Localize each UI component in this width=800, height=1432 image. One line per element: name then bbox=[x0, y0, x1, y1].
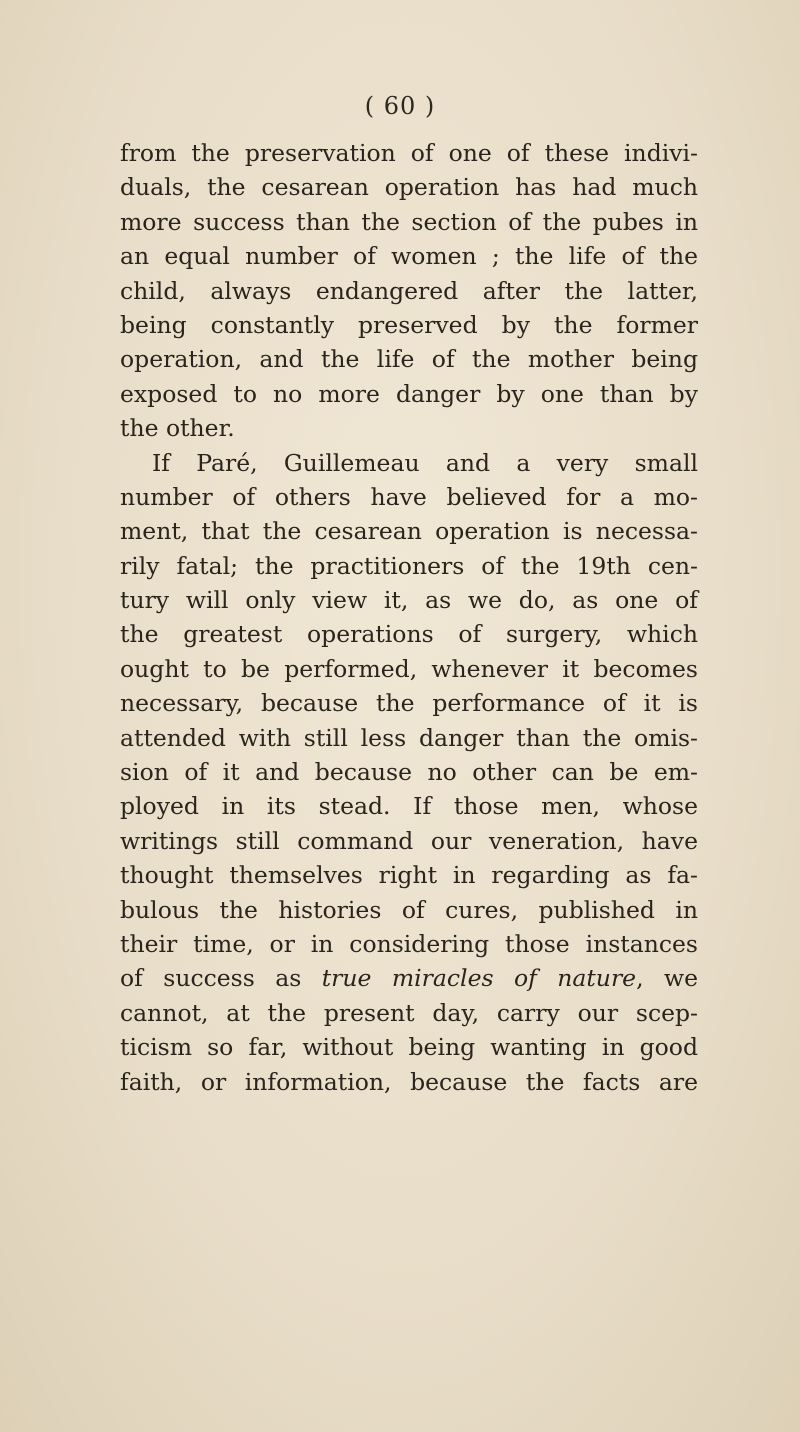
text-line: tury will only view it, as we do, as one of bbox=[120, 586, 698, 615]
text-line: being constantly preserved by the former bbox=[120, 310, 698, 339]
text-line: necessary, because the performance of it is bbox=[120, 689, 698, 718]
text-line: ticism so far, without being wanting in good bbox=[120, 1033, 698, 1062]
text-fragment: of success as bbox=[120, 964, 322, 993]
text-line: thought themselves right in regarding as fa- bbox=[120, 861, 698, 890]
text-line: operation, and the life of the mother being bbox=[120, 345, 698, 374]
text-line: an equal number of women ; the life of the bbox=[120, 242, 698, 271]
text-line: the greatest operations of surgery, which bbox=[120, 620, 698, 649]
text-line: bulous the histories of cures, published in bbox=[120, 895, 698, 924]
text-line: duals, the cesarean operation has had much bbox=[120, 173, 698, 202]
text-line: ought to be performed, whenever it becomes bbox=[120, 654, 698, 683]
text-line: from the preservation of one of these indivi- bbox=[120, 139, 698, 167]
text-line: number of others have believed for a mo- bbox=[120, 482, 698, 511]
text-fragment: , we bbox=[636, 964, 699, 993]
text-line: child, always endangered after the latter, bbox=[120, 276, 698, 305]
text-line: exposed to no more danger by one than by bbox=[120, 379, 698, 408]
text-line-with-italic bbox=[120, 961, 698, 995]
italic-phrase: true miracles of nature bbox=[321, 964, 637, 993]
body-text bbox=[120, 136, 698, 1099]
text-line: cannot, at the present day, carry our scep- bbox=[120, 998, 698, 1027]
text-line: their time, or in considering those instances bbox=[120, 929, 698, 958]
text-line: If Paré, Guillemeau and a very small bbox=[152, 448, 698, 477]
page-number: ( 60 ) bbox=[364, 92, 436, 120]
text-line: the other. bbox=[120, 414, 235, 443]
text-line: writings still command our veneration, have bbox=[120, 826, 698, 855]
text-line: attended with still less danger than the omis- bbox=[120, 723, 698, 752]
text-line: sion of it and because no other can be em- bbox=[120, 758, 698, 787]
text-line: ment, that the cesarean operation is necessa- bbox=[120, 517, 698, 546]
text-line: faith, or information, because the facts are bbox=[120, 1067, 698, 1096]
text-line: rily fatal; the practitioners of the 19th cen- bbox=[120, 551, 698, 580]
text-line: ployed in its stead. If those men, whose bbox=[120, 792, 698, 821]
text-line: more success than the section of the pubes in bbox=[120, 207, 698, 236]
